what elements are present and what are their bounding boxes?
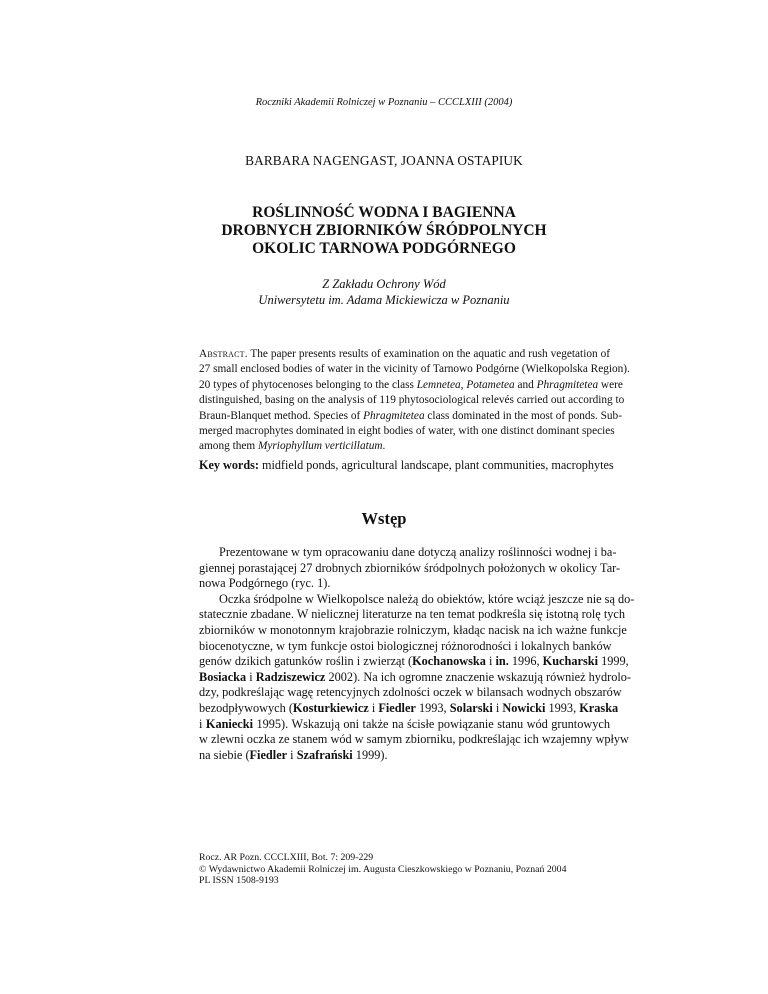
citation-author: Kaniecki: [205, 716, 254, 731]
paragraph-line: i Kaniecki 1995). Wskazują oni także na ścisłe powiązanie stanu wód gruntowych: [199, 716, 610, 731]
title-line: ROŚLINNOŚĆ WODNA I BAGIENNA: [252, 204, 516, 221]
paper-title: [0, 204, 768, 258]
abstract-line: 27 small enclosed bodies of water in the vicinity of Tarnowo Podgórne (Wielkopolska Region).: [199, 363, 630, 376]
footer-line: Rocz. AR Pozn. CCCLXIII, Bot. 7: 209-229: [199, 852, 374, 863]
authors: BARBARA NAGENGAST, JOANNA OSTAPIUK: [245, 153, 523, 168]
paragraph-line: Prezentowane w tym opracowaniu dane dotyczą analizy roślinności wodnej i ba-: [219, 545, 617, 559]
paragraph-line: giennej porastającej 27 drobnych zbiorników śródpolnych położonych w okolicy Tar-: [199, 560, 621, 575]
paragraph-line: Oczka śródpolne w Wielkopolsce należą do obiektów, które wciąż jeszcze nie są do-: [219, 591, 635, 606]
paragraph-line: biocenotyczne, w tym funkcje ostoi biologicznej różnorodności i lokalnych banków: [199, 638, 612, 653]
abstract-line: Abstract. The paper presents results of examination on the aquatic and rush vegetation of: [199, 348, 610, 360]
paragraph-line: Bosiacka i Radziszewicz 2002). Na ich ogromne znaczenie wskazują również hydrolo-: [199, 669, 632, 684]
title-line: OKOLIC TARNOWA PODGÓRNEGO: [252, 240, 516, 257]
citation-author: Solarski: [449, 700, 493, 715]
citation-author: Kraska: [579, 700, 619, 715]
body-text: [199, 545, 635, 763]
citation-author: Fiedler: [249, 747, 288, 762]
keywords: [199, 458, 619, 473]
title-line: DROBNYCH ZBIORNIKÓW ŚRÓDPOLNYCH: [221, 222, 547, 239]
footer-line: © Wydawnictwo Akademii Rolniczej im. Augusta Cieszkowskiego w Poznaniu, Poznań 2004: [199, 863, 567, 875]
publication-footer: [199, 852, 619, 887]
footer-line: PL ISSN 1508-9193: [199, 875, 279, 887]
keywords-label: Key words:: [199, 458, 259, 472]
paragraph-line: dzy, podkreślając wagę retencyjnych zdolności oczek w bilansach wodnych obszarów: [199, 685, 622, 700]
abstract-line: 20 types of phytocenoses belonging to the class Lemnetea, Potametea and Phragmitetea were: [199, 378, 623, 391]
citation-author: in.: [495, 654, 509, 669]
citation-author: Fiedler: [378, 700, 416, 715]
citation-author: Kosturkiewicz: [292, 700, 369, 715]
section-heading: Wstęp: [361, 509, 407, 528]
abstract-line: Braun-Blanquet method. Species of Phragmitetea class dominated in the most of ponds. Sub-: [199, 409, 622, 422]
paragraph-line: zbiorników w monotonnym krajobrazie rolniczym, kładąc nacisk na ich ważne funkcje: [199, 622, 627, 637]
paragraph-line: w zlewni oczka ze stanem wód w samym zbiorniku, podkreślając ich wzajemny wpływ: [199, 732, 629, 747]
citation-author: Kucharski: [542, 654, 599, 669]
paragraph-line: genów dzikich gatunków roślin i zwierząt (Kochanowska i in. 1996, Kucharski 1999,: [199, 654, 629, 669]
citation-author: Kochanowska: [412, 654, 486, 669]
affiliation: [0, 276, 768, 308]
affiliation-line: Uniwersytetu im. Adama Mickiewicza w Poznaniu: [258, 293, 510, 307]
citation-author: Radziszewicz: [255, 669, 326, 684]
abstract: [199, 347, 630, 455]
paragraph-line: bezodpływowych (Kosturkiewicz i Fiedler 1993, Solarski i Nowicki 1993, Kraska: [199, 700, 619, 715]
keywords-text: midfield ponds, agricultural landscape, plant communities, macrophytes: [258, 458, 614, 472]
paragraph-line: nowa Podgórnego (ryc. 1).: [199, 576, 331, 591]
affiliation-line: Z Zakładu Ochrony Wód: [322, 277, 446, 291]
running-header: Roczniki Akademii Rolniczej w Poznaniu – CCCLXIII (2004): [255, 97, 513, 108]
citation-author: Nowicki: [502, 700, 546, 715]
paragraph-line: na siebie (Fiedler i Szafrański 1999).: [199, 747, 388, 762]
citation-author: Szafrański: [296, 747, 353, 762]
abstract-label: Abstract: [199, 348, 245, 360]
abstract-line: among them Myriophyllum verticillatum.: [199, 440, 386, 453]
abstract-line: distinguished, basing on the analysis of 119 phytosociological relevés carried out according to: [199, 394, 625, 407]
citation-author: Bosiacka: [199, 669, 247, 684]
paragraph-line: statecznie zbadane. W nielicznej literaturze na ten temat podkreśla się istotną rolę tych: [199, 607, 625, 622]
abstract-line: merged macrophytes dominated in eight bodies of water, with one distinct dominant species: [199, 425, 615, 438]
